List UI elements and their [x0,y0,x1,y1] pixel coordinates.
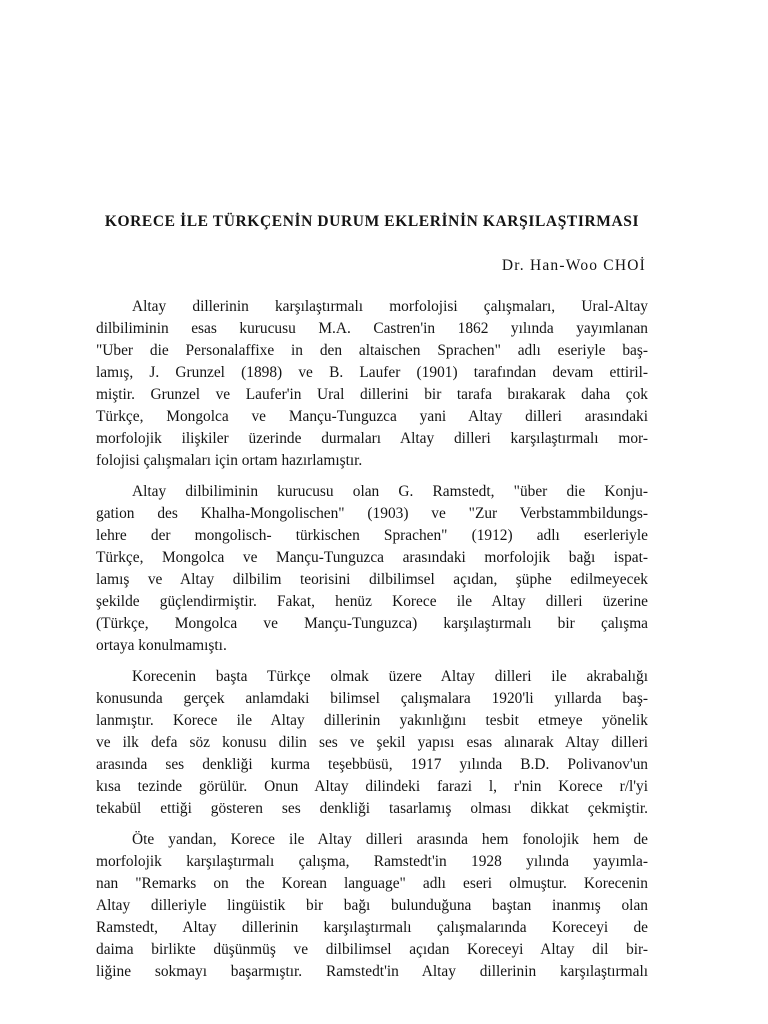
text-line: kısa tezinde görülür. Onun Altay dilindeki farazi l, r'nin Korece r/l'yi [96,778,648,795]
text-line: ortaya konulmamıştı. [96,637,227,654]
text-line: gation des Khalha-Mongolischen" (1903) ve "Zur Verbstammbildungs- [96,505,648,522]
author-line: Dr. Han-Woo CHOİ [501,257,646,274]
paragraph-1 [96,296,648,472]
text-line: nan "Remarks on the Korean language" adlı eseri olmuştur. Korecenin [96,875,648,892]
text-line: lanmıştır. Korece ile Altay dillerinin yakınlığını tesbit etmeye yönelik [96,712,648,729]
text-line: lamış ve Altay dilbilim teorisini dilbilimsel açıdan, şüphe edilmeyecek [96,571,648,588]
text-line: liğine sokmayı başarmıştır. Ramstedt'in Altay dillerinin karşılaştırmalı [96,963,648,980]
text-line: Korecenin başta Türkçe olmak üzere Altay dilleri ile akrabalığı [132,668,648,685]
text-line: Türkçe, Mongolca ve Mançu-Tunguzca arasındaki morfolojik bağı ispat- [96,549,648,566]
article-title: KORECE İLE TÜRKÇENİN DURUM EKLERİNİN KARŞILAŞTIRMASI [104,213,640,230]
text-line: morfolojik karşılaştırmalı çalışma, Ramstedt'in 1928 yılında yayımla- [96,853,648,870]
article-body [96,296,648,983]
paragraph-2 [96,481,648,657]
text-line: Öte yandan, Korece ile Altay dilleri arasında hem fonolojik hem de [132,831,648,848]
text-line: Ramstedt, Altay dillerinin karşılaştırmalı çalışmalarında Koreceyi de [96,919,648,936]
text-line: şekilde güçlendirmiştir. Fakat, henüz Korece ile Altay dilleri üzerine [96,593,648,610]
text-line: ve ilk defa söz konusu dilin ses ve şekil yapısı esas alınarak Altay dilleri [96,734,648,751]
text-line: miştir. Grunzel ve Laufer'in Ural dillerini bir tarafa bırakarak daha çok [96,386,648,403]
text-line: arasında ses denkliği kurma teşebbüsü, 1917 yılında B.D. Polivanov'un [96,756,648,773]
text-line: Türkçe, Mongolca ve Mançu-Tunguzca yani Altay dilleri arasındaki [96,408,648,425]
text-line: lehre der mongolisch- türkischen Sprachen" (1912) adlı eserleriyle [96,527,648,544]
text-line: daima birlikte düşünmüş ve dilbilimsel açıdan Koreceyi Altay dil bir- [96,941,648,958]
paragraph-4 [96,829,648,983]
text-line: Altay dilleriyle lingüistik bir bağı bulunduğuna baştan inanmış olan [96,897,648,914]
paragraph-3 [96,666,648,820]
text-line: Altay dilbiliminin kurucusu olan G. Ramstedt, "über die Konju- [132,483,648,500]
text-line: folojisi çalışmaları için ortam hazırlamıştır. [96,452,363,469]
text-line: (Türkçe, Mongolca ve Mançu-Tunguzca) karşılaştırmalı bir çalışma [96,615,648,632]
page [96,212,648,992]
text-line: konusunda gerçek anlamdaki bilimsel çalışmalara 1920'li yıllarda baş- [96,690,648,707]
text-line: lamış, J. Grunzel (1898) ve B. Laufer (1901) tarafından devam ettiril- [96,364,648,381]
text-line: Altay dillerinin karşılaştırmalı morfolojisi çalışmaları, Ural-Altay [132,298,648,315]
text-line: dilbiliminin esas kurucusu M.A. Castren'in 1862 yılında yayımlanan [96,320,648,337]
text-line: morfolojik ilişkiler üzerinde durmaları Altay dilleri karşılaştırmalı mor- [96,430,648,447]
text-line: tekabül ettiği gösteren ses denkliği tasarlamış olması dikkat çekmiştir. [96,800,648,817]
text-line: "Uber die Personalaffixe in den altaischen Sprachen" adlı eseriyle baş- [96,342,648,359]
